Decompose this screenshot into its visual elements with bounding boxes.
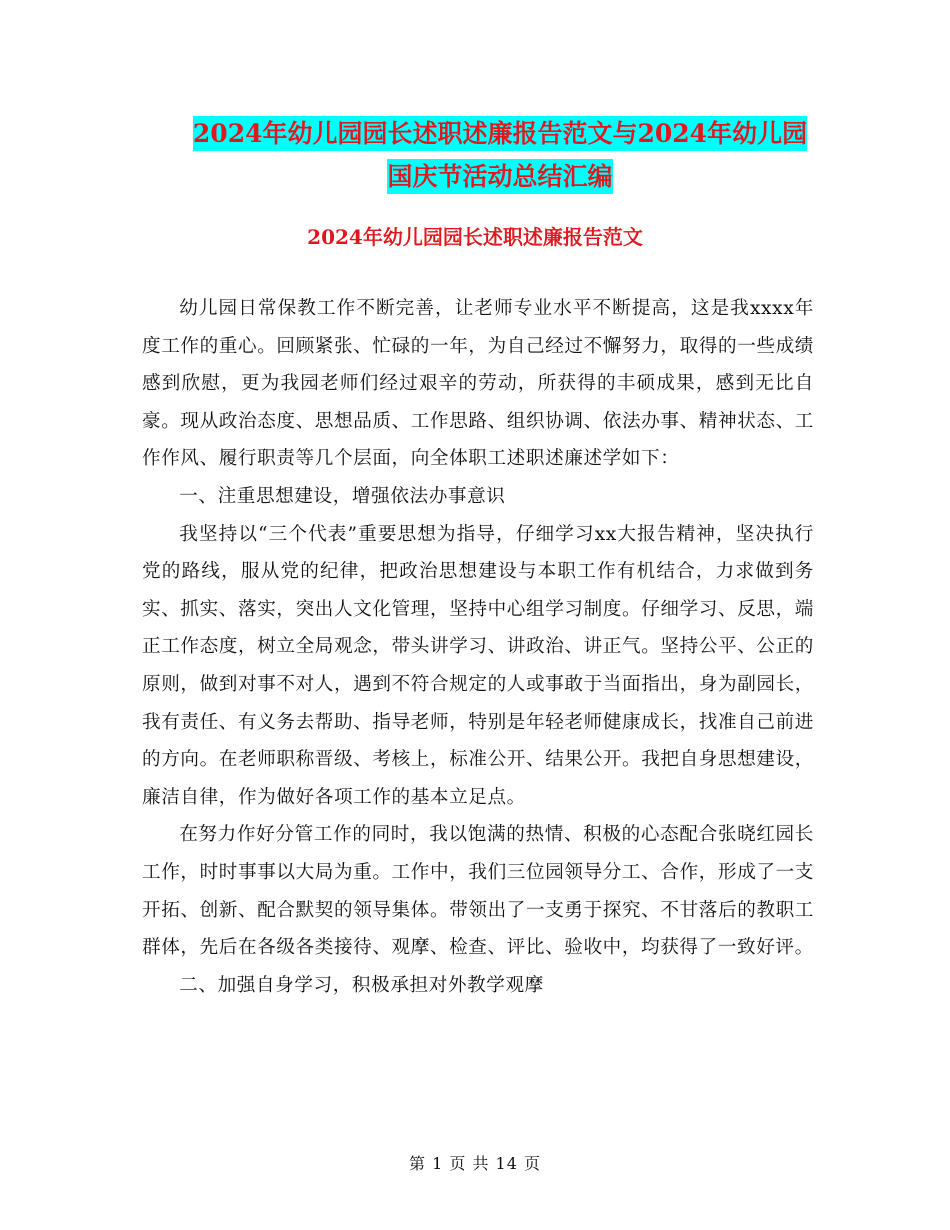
section-title: 2024年幼儿园园长述职述廉报告范文: [307, 225, 643, 249]
document-title: [130, 112, 870, 198]
document-title-line-2: 国庆节活动总结汇编: [387, 159, 612, 194]
document-body: [142, 290, 814, 1004]
paragraph: 在努力作好分管工作的同时，我以饱满的热情、积极的心态配合张晓红园长工作，时时事事以大局为重。工作中，我们三位园领导分工、合作，形成了一支开拓、创新、配合默契的领导集体。带领出了一支勇于探究、不甘落后的教职工群体，先后在各级各类接待、观摩、检查、评比、验收中，均获得了一致好评。: [142, 824, 814, 959]
section-heading: 一、注重思想建设，增强依法办事意识: [179, 485, 506, 507]
paragraph: 幼儿园日常保教工作不断完善，让老师专业水平不断提高，这是我xxxx年度工作的重心。回顾紧张、忙碌的一年，为自己经过不懈努力，取得的一些成绩感到欣慰，更为我园老师们经过艰辛的劳动，所获得的丰硕成果，感到无比自豪。现从政治态度、思想品质、工作思路、组织协调、依法办事、精神状态、工作作风、履行职责等几个层面，向全体职工述职述廉述学如下：: [142, 298, 814, 470]
page-number-footer: 第 1 页 共 14 页: [409, 1154, 541, 1173]
section-heading: 二、加强自身学习，积极承担对外教学观摩: [179, 974, 544, 996]
paragraph: 我坚持以“三个代表”重要思想为指导，仔细学习xx大报告精神，坚决执行党的路线，服从党的纪律，把政治思想建设与本职工作有机结合，力求做到务实、抓实、落实，突出人文化管理，坚持中心组学习制度。仔细学习、反思，端正工作态度，树立全局观念，带头讲学习、讲政治、讲正气。坚持公平、公正的原则，做到对事不对人，遇到不符合规定的人或事敢于当面指出，身为副园长，我有责任、有义务去帮助、指导老师，特别是年轻老师健康成长，找准自己前进的方向。在老师职称晋级、考核上，标准公开、结果公开。我把自身思想建设，廉洁自律，作为做好各项工作的基本立足点。: [142, 523, 814, 808]
document-title-line-1: 2024年幼儿园园长述职述廉报告范文与2024年幼儿园: [193, 116, 807, 151]
